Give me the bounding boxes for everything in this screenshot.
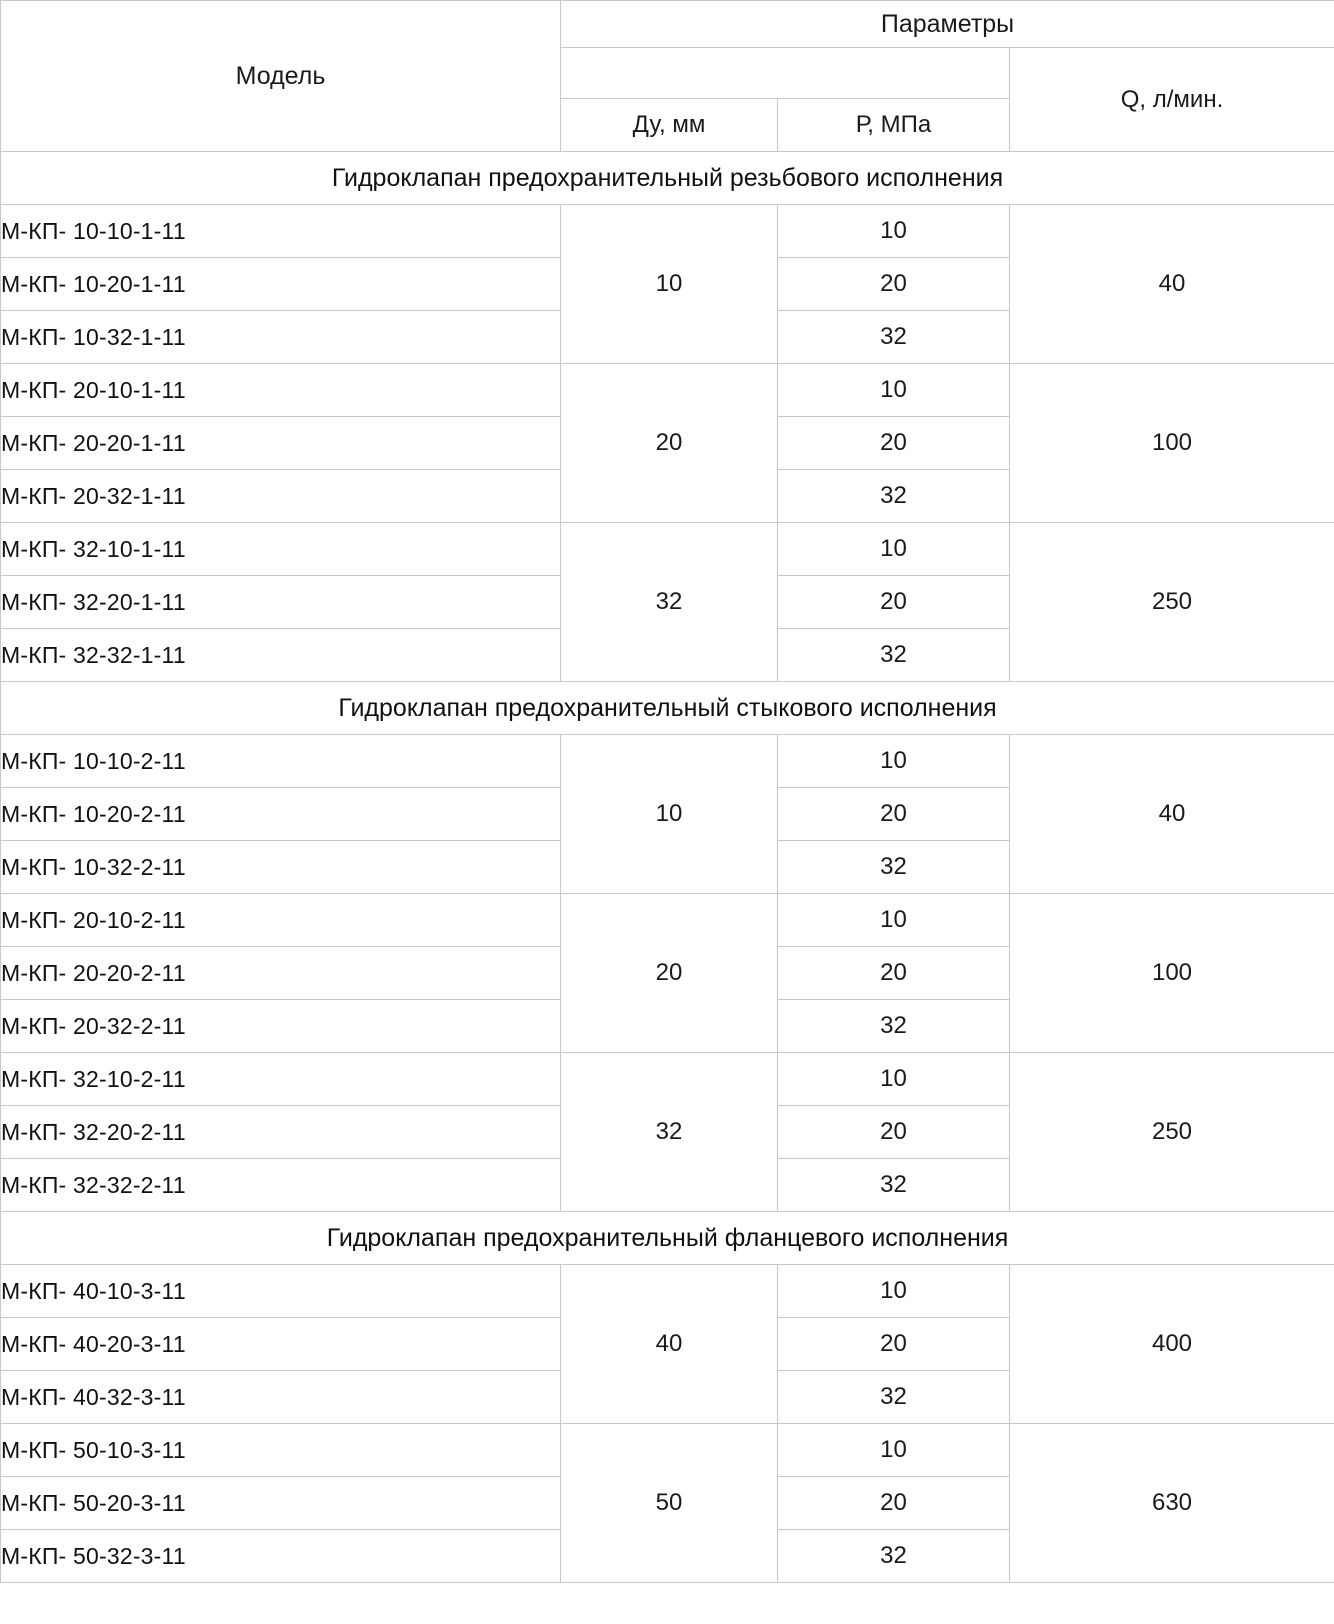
pressure-cell: 32: [778, 1371, 1010, 1424]
table-row: [1, 1053, 1334, 1106]
section-title: Гидроклапан предохранительный резьбового исполнения: [1, 152, 1334, 205]
model-cell: М-КП- 20-10-2-11: [1, 894, 561, 947]
pressure-cell: 10: [778, 205, 1010, 258]
pressure-cell: 10: [778, 735, 1010, 788]
pressure-cell: 32: [778, 629, 1010, 682]
model-cell: М-КП- 40-32-3-11: [1, 1371, 561, 1424]
model-cell: М-КП- 10-10-2-11: [1, 735, 561, 788]
pressure-cell: 32: [778, 1530, 1010, 1583]
section-title: Гидроклапан предохранительный стыкового исполнения: [1, 682, 1334, 735]
model-cell: М-КП- 40-20-3-11: [1, 1318, 561, 1371]
model-cell: М-КП- 20-32-2-11: [1, 1000, 561, 1053]
header-row-top: [1, 1, 1334, 48]
pressure-cell: 20: [778, 417, 1010, 470]
model-cell: М-КП- 32-10-2-11: [1, 1053, 561, 1106]
model-cell: М-КП- 32-10-1-11: [1, 523, 561, 576]
model-cell: М-КП- 40-10-3-11: [1, 1265, 561, 1318]
pressure-cell: 20: [778, 1106, 1010, 1159]
header-model: Модель: [1, 1, 561, 152]
table-row: [1, 735, 1334, 788]
model-cell: М-КП- 20-20-2-11: [1, 947, 561, 1000]
pressure-cell: 10: [778, 1053, 1010, 1106]
du-cell: 20: [561, 894, 778, 1053]
du-cell: 40: [561, 1265, 778, 1424]
table-body: [1, 152, 1334, 1583]
flow-cell: 250: [1010, 1053, 1334, 1212]
pressure-cell: 20: [778, 1318, 1010, 1371]
pressure-cell: 10: [778, 1265, 1010, 1318]
flow-cell: 100: [1010, 894, 1334, 1053]
table-row: [1, 1424, 1334, 1477]
du-cell: 20: [561, 364, 778, 523]
flow-cell: 40: [1010, 205, 1334, 364]
pressure-cell: 32: [778, 470, 1010, 523]
section-title: Гидроклапан предохранительный фланцевого исполнения: [1, 1212, 1334, 1265]
flow-cell: 400: [1010, 1265, 1334, 1424]
pressure-cell: 32: [778, 311, 1010, 364]
pressure-cell: 20: [778, 258, 1010, 311]
table-header: [1, 1, 1334, 152]
table-row: [1, 205, 1334, 258]
du-cell: 10: [561, 205, 778, 364]
header-q: Q, л/мин.: [1010, 48, 1334, 152]
table-row: [1, 1265, 1334, 1318]
du-cell: 50: [561, 1424, 778, 1583]
pressure-cell: 10: [778, 523, 1010, 576]
model-cell: М-КП- 32-32-2-11: [1, 1159, 561, 1212]
model-cell: М-КП- 10-32-2-11: [1, 841, 561, 894]
model-cell: М-КП- 10-20-1-11: [1, 258, 561, 311]
table-row: [1, 894, 1334, 947]
du-cell: 32: [561, 1053, 778, 1212]
pressure-cell: 32: [778, 841, 1010, 894]
pressure-cell: 20: [778, 788, 1010, 841]
header-blank-cell: [561, 48, 1010, 99]
section-title-row: [1, 1212, 1334, 1265]
pressure-cell: 10: [778, 894, 1010, 947]
model-cell: М-КП- 50-20-3-11: [1, 1477, 561, 1530]
table-row: [1, 364, 1334, 417]
header-p: Р, МПа: [778, 99, 1010, 152]
flow-cell: 630: [1010, 1424, 1334, 1583]
flow-cell: 250: [1010, 523, 1334, 682]
pressure-cell: 20: [778, 947, 1010, 1000]
table-row: [1, 523, 1334, 576]
model-cell: М-КП- 20-32-1-11: [1, 470, 561, 523]
model-cell: М-КП- 50-32-3-11: [1, 1530, 561, 1583]
pressure-cell: 10: [778, 1424, 1010, 1477]
model-cell: М-КП- 10-20-2-11: [1, 788, 561, 841]
model-cell: М-КП- 32-20-1-11: [1, 576, 561, 629]
model-cell: М-КП- 10-10-1-11: [1, 205, 561, 258]
model-cell: М-КП- 20-20-1-11: [1, 417, 561, 470]
du-cell: 10: [561, 735, 778, 894]
model-cell: М-КП- 10-32-1-11: [1, 311, 561, 364]
flow-cell: 40: [1010, 735, 1334, 894]
model-cell: М-КП- 32-20-2-11: [1, 1106, 561, 1159]
section-title-row: [1, 152, 1334, 205]
flow-cell: 100: [1010, 364, 1334, 523]
model-cell: М-КП- 50-10-3-11: [1, 1424, 561, 1477]
model-cell: М-КП- 32-32-1-11: [1, 629, 561, 682]
section-title-row: [1, 682, 1334, 735]
pressure-cell: 32: [778, 1000, 1010, 1053]
header-params: Параметры: [561, 1, 1334, 48]
pressure-cell: 20: [778, 576, 1010, 629]
pressure-cell: 20: [778, 1477, 1010, 1530]
model-cell: М-КП- 20-10-1-11: [1, 364, 561, 417]
pressure-cell: 10: [778, 364, 1010, 417]
du-cell: 32: [561, 523, 778, 682]
header-du: Ду, мм: [561, 99, 778, 152]
pressure-cell: 32: [778, 1159, 1010, 1212]
